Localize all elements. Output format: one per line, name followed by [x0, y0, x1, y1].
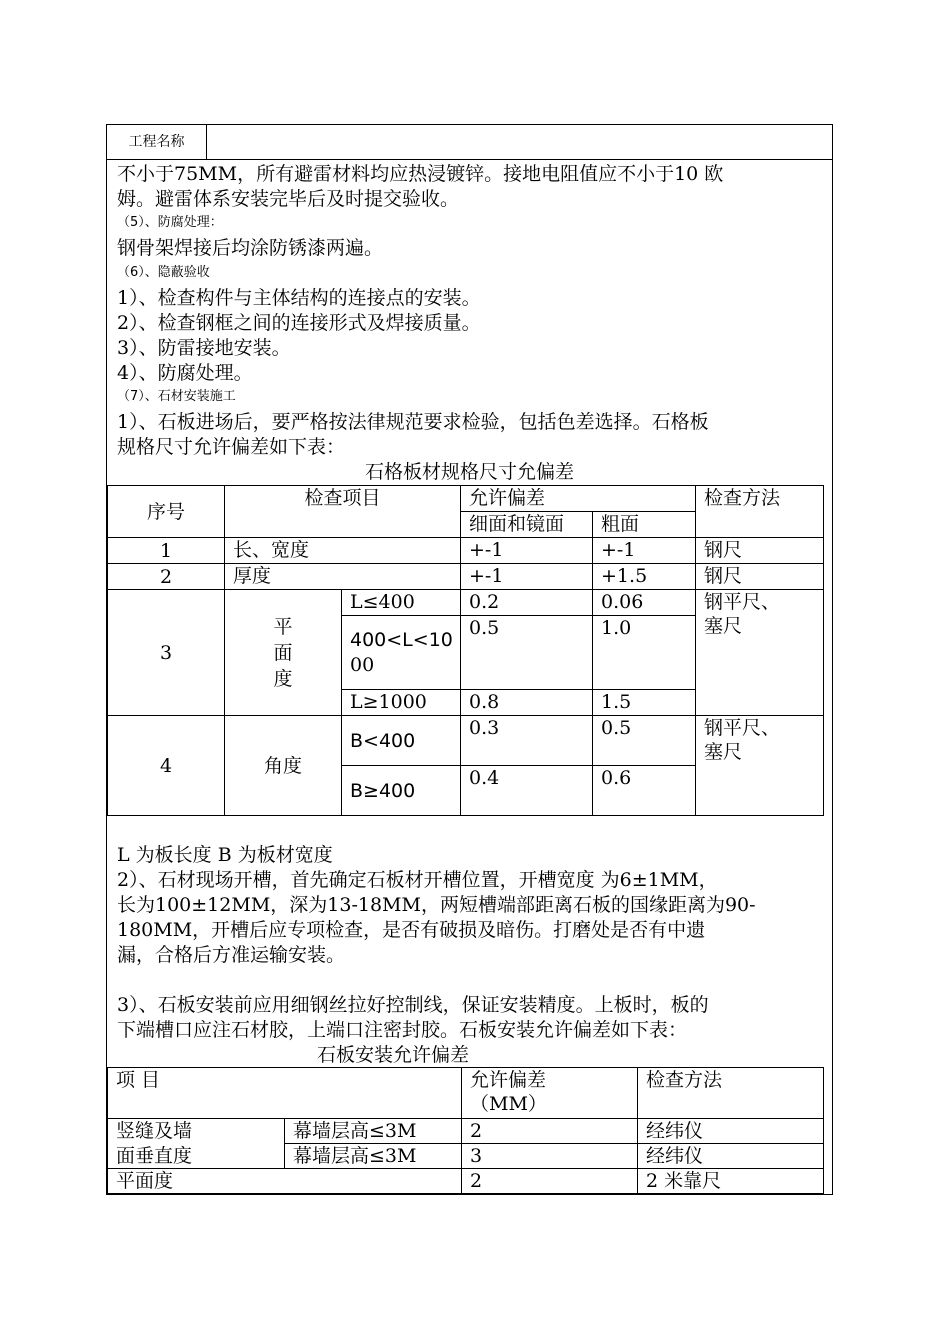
- sub-line: 400<L<10: [350, 629, 453, 651]
- cell-rough: 0.06: [593, 590, 696, 616]
- cell-no: 4: [108, 716, 225, 816]
- cell-item: 长、宽度: [225, 538, 461, 564]
- project-name-label: 工程名称: [107, 125, 207, 159]
- section-heading: （6）、隐蔽验收: [117, 265, 210, 280]
- table-row: [108, 1144, 824, 1169]
- cell-rough: 0.5: [593, 716, 696, 766]
- sub-line: 00: [350, 654, 375, 676]
- install-tolerance-table: [107, 1067, 824, 1194]
- cell-method: [696, 590, 824, 716]
- item-char: 面: [273, 641, 293, 664]
- cell-rough: 1.0: [593, 616, 696, 690]
- item-char: 平: [273, 615, 293, 638]
- body-line: 漏，合格后方准运输安装。: [117, 944, 346, 966]
- cell-method: 2 米靠尺: [638, 1169, 824, 1194]
- table-row: [108, 1119, 824, 1144]
- table-row: [108, 538, 824, 564]
- method-line: 塞尺: [704, 741, 743, 763]
- cell-fine: +-1: [461, 538, 593, 564]
- body-line: 180MM，开槽后应专项检查，是否有破损及暗伤。打磨处是否有中遗: [117, 919, 706, 941]
- cell-tol: 2: [462, 1169, 638, 1194]
- cell-method: 钢尺: [696, 564, 824, 590]
- cell-tol: 3: [462, 1144, 638, 1169]
- cell-sub: 幕墙层高≤3M: [285, 1119, 462, 1144]
- header-method: 检查方法: [638, 1068, 824, 1119]
- cell-item-flatness: [225, 590, 342, 716]
- header-tolerance: 允许偏差: [461, 486, 696, 512]
- cell-item: 面垂直度: [108, 1144, 285, 1169]
- cell-sub: 幕墙层高≤3M: [285, 1144, 462, 1169]
- cell-method: [696, 716, 824, 816]
- cell-rough: +-1: [593, 538, 696, 564]
- method-line: 钢平尺、: [704, 591, 781, 613]
- header-tolerance: [462, 1068, 638, 1119]
- cell-method: 钢尺: [696, 538, 824, 564]
- cell-sub: B<400: [342, 716, 461, 766]
- cell-item: 角度: [225, 716, 342, 816]
- cell-tol: 2: [462, 1119, 638, 1144]
- header-item: 检查项目: [225, 486, 461, 538]
- tolerance-table: [107, 485, 824, 816]
- table-row: [108, 590, 824, 616]
- cell-fine: 0.8: [461, 690, 593, 716]
- list-item: 4）、防腐处理。: [117, 362, 253, 384]
- cell-fine: 0.4: [461, 766, 593, 816]
- table-row: [108, 564, 824, 590]
- cell-item: 竖缝及墙: [108, 1119, 285, 1144]
- project-name-row: [107, 125, 832, 160]
- body-line: 钢骨架焊接后均涂防锈漆两遍。: [117, 237, 384, 259]
- list-item: 3）、防雷接地安装。: [117, 337, 291, 359]
- cell-rough: 1.5: [593, 690, 696, 716]
- body-line: 不小于75MM，所有避雷材料均应热浸镀锌。接地电阻值应不小于10 欧: [117, 163, 724, 185]
- body-line: 下端槽口应注石材胶，上端口注密封胶。石板安装允许偏差如下表：: [117, 1019, 688, 1041]
- cell-sub: L≥1000: [342, 690, 461, 716]
- cell-method: 经纬仪: [638, 1119, 824, 1144]
- cell-method: 经纬仪: [638, 1144, 824, 1169]
- header-no: 序号: [108, 486, 225, 538]
- section-heading: （5）、防腐处理：: [117, 215, 223, 230]
- cell-no: 3: [108, 590, 225, 716]
- header-line: 允许偏差: [470, 1069, 547, 1091]
- table2-title: 石板安装允许偏差: [317, 1044, 470, 1066]
- cell-rough: 0.6: [593, 766, 696, 816]
- item-char: 度: [273, 667, 293, 690]
- header-method: 检查方法: [696, 486, 824, 538]
- cell-sub: [342, 616, 461, 690]
- cell-fine: 0.2: [461, 590, 593, 616]
- body-line: 姆。避雷体系安装完毕后及时提交验收。: [117, 188, 460, 210]
- cell-sub: L≤400: [342, 590, 461, 616]
- header-line: （MM）: [470, 1093, 547, 1115]
- list-item: 1）、检查构件与主体结构的连接点的安装。: [117, 287, 481, 309]
- method-line: 塞尺: [704, 615, 743, 637]
- table1-title: 石格板材规格尺寸允偏差: [364, 461, 574, 483]
- body-line: 1）、石板进场后，要严格按法律规范要求检验，包括色差选择。石格板: [117, 411, 709, 433]
- body-line: 长为100±12MM，深为13-18MM，两短槽端部距离石板的国缘距离为90-: [117, 894, 756, 916]
- cell-no: 2: [108, 564, 225, 590]
- table-row: [108, 1169, 824, 1194]
- header-fine: 细面和镜面: [461, 512, 593, 538]
- cell-rough: +1.5: [593, 564, 696, 590]
- header-item: 项 目: [108, 1068, 462, 1119]
- section-heading: （7）、石材安装施工: [117, 389, 236, 404]
- header-rough: 粗面: [593, 512, 696, 538]
- list-item: 2）、检查钢框之间的连接形式及焊接质量。: [117, 312, 481, 334]
- cell-fine: 0.3: [461, 716, 593, 766]
- cell-item: 平面度: [108, 1169, 462, 1194]
- method-line: 钢平尺、: [704, 717, 781, 739]
- cell-no: 1: [108, 538, 225, 564]
- body-line: 规格尺寸允许偏差如下表：: [117, 436, 346, 458]
- table-header-row: [108, 1068, 824, 1119]
- note-line: L 为板长度 B 为板材宽度: [117, 844, 333, 866]
- cell-sub: B≥400: [342, 766, 461, 816]
- body-line: 2）、石材现场开槽，首先确定石板材开槽位置，开槽宽度 为6±1MM，: [117, 869, 718, 891]
- table-row: [108, 716, 824, 766]
- cell-fine: 0.5: [461, 616, 593, 690]
- body-line: 3）、石板安装前应用细钢丝拉好控制线，保证安装精度。上板时，板的: [117, 994, 709, 1016]
- cell-fine: +-1: [461, 564, 593, 590]
- cell-item: 厚度: [225, 564, 461, 590]
